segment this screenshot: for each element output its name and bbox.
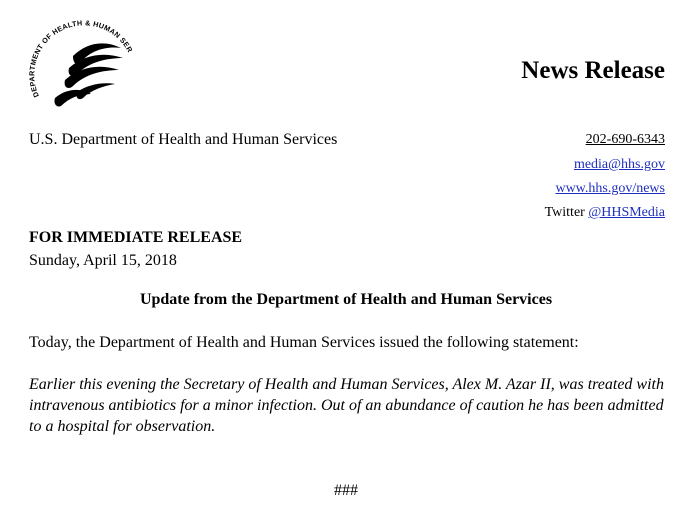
hhs-seal-logo <box>25 8 137 120</box>
email-link[interactable]: media@hhs.gov <box>573 157 665 172</box>
twitter-label: Twitter <box>544 205 585 220</box>
end-mark: ### <box>334 482 358 499</box>
seal-arc-text: DEPARTMENT OF HEALTH & HUMAN SER <box>27 18 135 99</box>
phone-link[interactable]: 202-690-6343 <box>585 132 665 147</box>
contact-email[interactable] <box>574 156 665 174</box>
department-name: U.S. Department of Health and Human Services <box>29 131 338 148</box>
website-link[interactable]: www.hhs.gov/news <box>555 181 665 196</box>
intro-text: Today, the Department of Health and Human Services issued the following statement: <box>29 334 579 351</box>
hhs-eagle-seal-icon <box>25 8 137 120</box>
release-date: Sunday, April 15, 2018 <box>29 252 177 269</box>
contact-twitter <box>545 204 665 222</box>
contact-website[interactable] <box>555 180 665 198</box>
statement-text: Earlier this evening the Secretary of Health and Human Services, Alex M. Azar II, was treated with intravenous antibiotics for a minor infection. Out of an abundance of caution he has been admitted to a hospital for observation. <box>29 376 664 435</box>
page-title: News Release <box>521 57 665 84</box>
twitter-handle-link[interactable]: @HHSMedia <box>588 205 665 220</box>
headline: Update from the Department of Health and Human Services <box>139 291 553 308</box>
contact-phone[interactable] <box>586 131 665 149</box>
release-label: FOR IMMEDIATE RELEASE <box>29 229 243 246</box>
